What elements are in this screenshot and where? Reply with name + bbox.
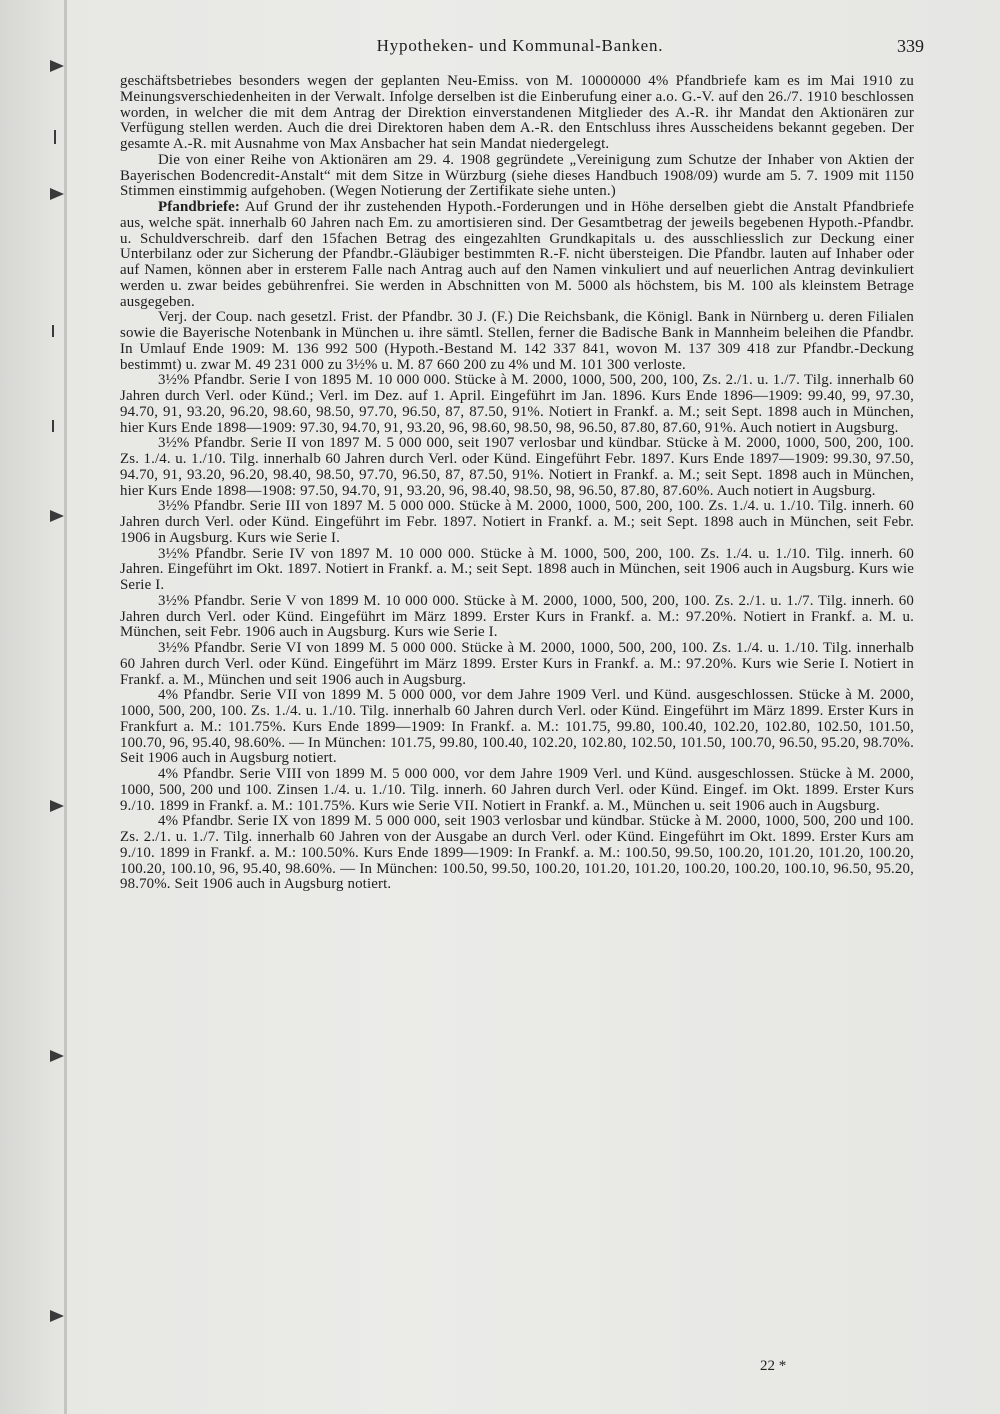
margin-mark	[52, 325, 54, 337]
paragraph	[120, 153, 914, 200]
paragraph-text: 3½% Pfandbr. Serie IV von 1897 M. 10 000 000. Stücke à M. 1000, 500, 200, 100. Zs. 1./4. u. 1./10. Tilg. innerh. 60 Jahren. Eingeführt im Okt. 1897. Notiert in Frankf. a. M.; seit Sept. 1898 auch in München, seit 1906 auch in Augsburg. Kurs wie Serie I.	[120, 545, 914, 593]
paragraph-text: 3½% Pfandbr. Serie I von 1895 M. 10 000 000. Stücke à M. 2000, 1000, 500, 200, 100, Zs. 2./1. u. 1./7. Tilg. innerhalb 60 Jahren durch Verl. oder Künd.; Verl. im Dez. auf 1. April. Eingeführt im Jan. 1896. Kurs Ende 1896—1909: 99.40, 99, 97.30, 94.70, 91, 93.20, 96.20, 98.60, 98.50, 97.70, 96.50, 87, 87.50, 91%. Notiert in Frankf. a. M.; seit Sept. 1898 auch in München, hier Kurs Ende 1898—1909: 97.30, 94.70, 91, 93.20, 96, 98.60, 98.50, 98, 96.50, 87.80, 87.60, 91%. Auch notiert in Augsburg.	[120, 372, 914, 436]
paragraph-text: Auf Grund der ihr zustehenden Hypoth.-Forderungen und in Höhe derselben giebt die Anstalt Pfandbriefe aus, welche spät. innerhalb 60 Jahren nach Em. zu amortisieren sind. Der Gesamtbetrag der jeweils begebenen Hypoth.-Pfandbr. u. Schuldverschreib. darf den 15fachen Betrag des eingezahlten Grundkapitals u. des ausschliesslich zur Deckung einer Unterbilanz oder zur Sicherung der Pfandbr.-Gläubiger bestimmten R.-F. nicht übersteigen. Die Pfandbr. lauten auf Inhaber oder auf Namen, können aber in ersterem Falle nach Antrag auch auf den Namen vinkuliert und auf neuerlichen Antrag devinkuliert werden u. zwar beides gebührenfrei. Sie werden in Abschnitten von M. 5000 als höchstem, bis M. 100 als kleinstem Betrage ausgegeben.	[120, 199, 914, 310]
margin-mark	[50, 800, 64, 812]
paragraph	[120, 310, 914, 373]
running-title: Hypotheken- und Kommunal-Banken.	[376, 36, 664, 55]
paragraph	[120, 688, 914, 767]
paragraph-text: Die von einer Reihe von Aktionären am 29. 4. 1908 gegründete „Vereinigung zum Schutze der Inhaber von Aktien der Bayerischen Bodencredit-Anstalt“ mit dem Sitze in Würzburg (siehe dieses Handbuch 1908/09) wurde am 5. 7. 1909 mit 1150 Stimmen einstimmig aufgehoben. (Wegen Notierung der Zertifikate siehe unten.)	[120, 151, 914, 200]
paragraph	[120, 74, 914, 153]
margin-mark	[50, 510, 64, 522]
binding-shadow	[64, 0, 67, 1414]
margin-mark	[54, 130, 56, 144]
paragraph-text: 3½% Pfandbr. Serie II von 1897 M. 5 000 000, seit 1907 verlosbar und kündbar. Stücke à M. 2000, 1000, 500, 200, 100. Zs. 1./4. u. 1./10. Tilg. innerhalb 60 Jahren durch Verl. oder Künd. Eingeführt Febr. 1897. Kurs Ende 1897—1909: 99.30, 97.50, 94.70, 91, 93.20, 96.20, 98.40, 98.50, 97.70, 96.50, 87, 87.50, 91%. Notiert in Frankf. a. M.; seit Sept. 1898 auch in München, hier Kurs Ende 1898—1908: 97.50, 94.70, 91, 93.20, 96, 98.40, 98.50, 98, 96.50, 87.80, 87.60%. Auch notiert in Augsburg.	[120, 435, 914, 499]
paragraph	[120, 814, 914, 893]
paragraph-text: 4% Pfandbr. Serie VII von 1899 M. 5 000 000, vor dem Jahre 1909 Verl. und Künd. ausgeschlossen. Stücke à M. 2000, 1000, 500, 200, 100. Zs. 1./4. u. 1./10. Tilg. innerhalb 60 Jahren durch Verl. oder Künd. Eingeführt im März 1899. Erster Kurs in Frankfurt a. M.: 101.75%. Kurs Ende 1899—1909: In Frankf. a. M.: 101.75, 99.80, 100.40, 102.20, 102.80, 102.50, 101.50, 100.70, 96, 95.40, 98.60%. — In München: 101.75, 99.80, 100.40, 102.20, 102.80, 102.50, 101.50, 100.70, 96.50, 95.20, 98.70%. Seit 1906 auch in Augsburg notiert.	[120, 687, 914, 767]
paragraph	[120, 641, 914, 688]
paragraph	[120, 373, 914, 436]
margin-mark	[50, 60, 64, 72]
paragraph	[120, 594, 914, 641]
paragraph-text: geschäftsbetriebes besonders wegen der geplanten Neu-Emiss. von M. 10000000 4% Pfandbriefe kam es im Mai 1910 zu Meinungsverschiedenheiten in der Verwalt. Infolge derselben ist die Einberufung einer a.o. G.-V. auf den 26./7. 1910 beschlossen worden, in welcher die mit dem Antrag der Direktion einverstandenen Mitglieder des A.-R. ihr Mandat den Aktionären zur Verfügung stellen werden. Auch die drei Direktoren haben dem A.-R. den Entschluss ihres Ausscheidens bekannt gegeben. Der gesamte A.-R. mit Ausnahme von Max Ansbacher hat sein Mandat niedergelegt.	[120, 73, 914, 152]
paragraph	[120, 436, 914, 499]
margin-mark	[52, 420, 54, 432]
paragraph-text: 4% Pfandbr. Serie VIII von 1899 M. 5 000 000, vor dem Jahre 1909 Verl. und Künd. ausgeschlossen. Stücke à M. 2000, 1000, 500, 200 und 100. Zinsen 1./4. u. 1./10. Tilg. innerh. 60 Jahren durch Verl. oder Künd. Eingef. im Okt. 1899. Erster Kurs 9./10. 1899 in Frankf. a. M.: 101.75%. Kurs wie Serie VII. Notiert in Frankf. a. M., München u. seit 1906 auch in Augsburg.	[120, 766, 914, 814]
page-header	[120, 36, 924, 64]
paragraph-lead: Pfandbriefe:	[158, 199, 241, 215]
paragraph-text: 3½% Pfandbr. Serie V von 1899 M. 10 000 000. Stücke à M. 2000, 1000, 500, 200, 100. Zs. 2./1. u. 1./7. Tilg. innerh. 60 Jahren durch Verl. oder Künd. Eingeführt im März 1899. Erster Kurs in Frankf. a. M.: 97.20%. Notiert in Frankf. a. M. u. München, seit Febr. 1906 auch in Augsburg. Kurs wie Serie I.	[120, 592, 914, 641]
paragraph	[120, 767, 914, 814]
paragraph-text: 3½% Pfandbr. Serie III von 1897 M. 5 000 000. Stücke à M. 2000, 1000, 500, 200, 100. Zs. 1./4. u. 1./10. Tilg. innerh. 60 Jahren durch Verl. oder Künd. Eingeführt im Febr. 1897. Notiert in Frankf. a. M.; seit Sept. 1898 auch in München, seit Febr. 1906 in Augsburg. Kurs wie Serie I.	[120, 498, 914, 546]
margin-mark	[50, 188, 64, 200]
paragraph	[120, 499, 914, 546]
margin-mark	[50, 1310, 64, 1322]
paragraph-text: 3½% Pfandbr. Serie VI von 1899 M. 5 000 000. Stücke à M. 2000, 1000, 500, 200, 100. Zs. 1./4. u. 1./10. Tilg. innerhalb 60 Jahren durch Verl. oder Künd. Eingeführt im März 1899. Erster Kurs in Frankf. a. M.: 97.20%. Kurs wie Serie I. Notiert in Frankf. a. M., München und seit 1906 auch in Augsburg.	[120, 640, 914, 688]
page-number: 339	[897, 36, 924, 56]
signature-mark: 22 *	[760, 1358, 787, 1374]
margin-mark	[50, 1050, 64, 1062]
paragraph	[120, 547, 914, 594]
paragraph	[120, 200, 914, 310]
body-text	[120, 74, 914, 893]
paragraph-text: 4% Pfandbr. Serie IX von 1899 M. 5 000 000, seit 1903 verlosbar und kündbar. Stücke à M. 2000, 1000, 500, 200 und 100. Zs. 2./1. u. 1./7. Tilg. innerhalb 60 Jahren von der Ausgabe an durch Verl. oder Künd. Eingeführt im Okt. 1899. Erster Kurs am 9./10. 1899 in Frankf. a. M.: 100.50%. Kurs Ende 1899—1909: In Frankf. a. M.: 100.50, 99.50, 100.20, 101.20, 101.20, 100.20, 100.20, 100.10, 96, 95.40, 98.60%. — In München: 100.50, 99.50, 100.20, 101.20, 101.20, 100.20, 100.20, 100.10, 96.50, 95.20, 98.70%. Seit 1906 auch in Augsburg notiert.	[120, 813, 914, 893]
paragraph-text: Verj. der Coup. nach gesetzl. Frist. der Pfandbr. 30 J. (F.) Die Reichsbank, die Königl. Bank in Nürnberg u. deren Filialen sowie die Bayerische Notenbank in München u. ihre sämtl. Stellen, ferner die Badische Bank in Mannheim beleihen die Pfandbr. In Umlauf Ende 1909: M. 136 992 500 (Hypoth.-Bestand M. 142 337 841, wovon M. 137 309 418 zur Pfandbr.-Deckung bestimmt) u. zwar M. 49 231 000 zu 3½% u. M. 87 660 200 zu 4% und M. 101 300 verloste.	[120, 309, 914, 373]
